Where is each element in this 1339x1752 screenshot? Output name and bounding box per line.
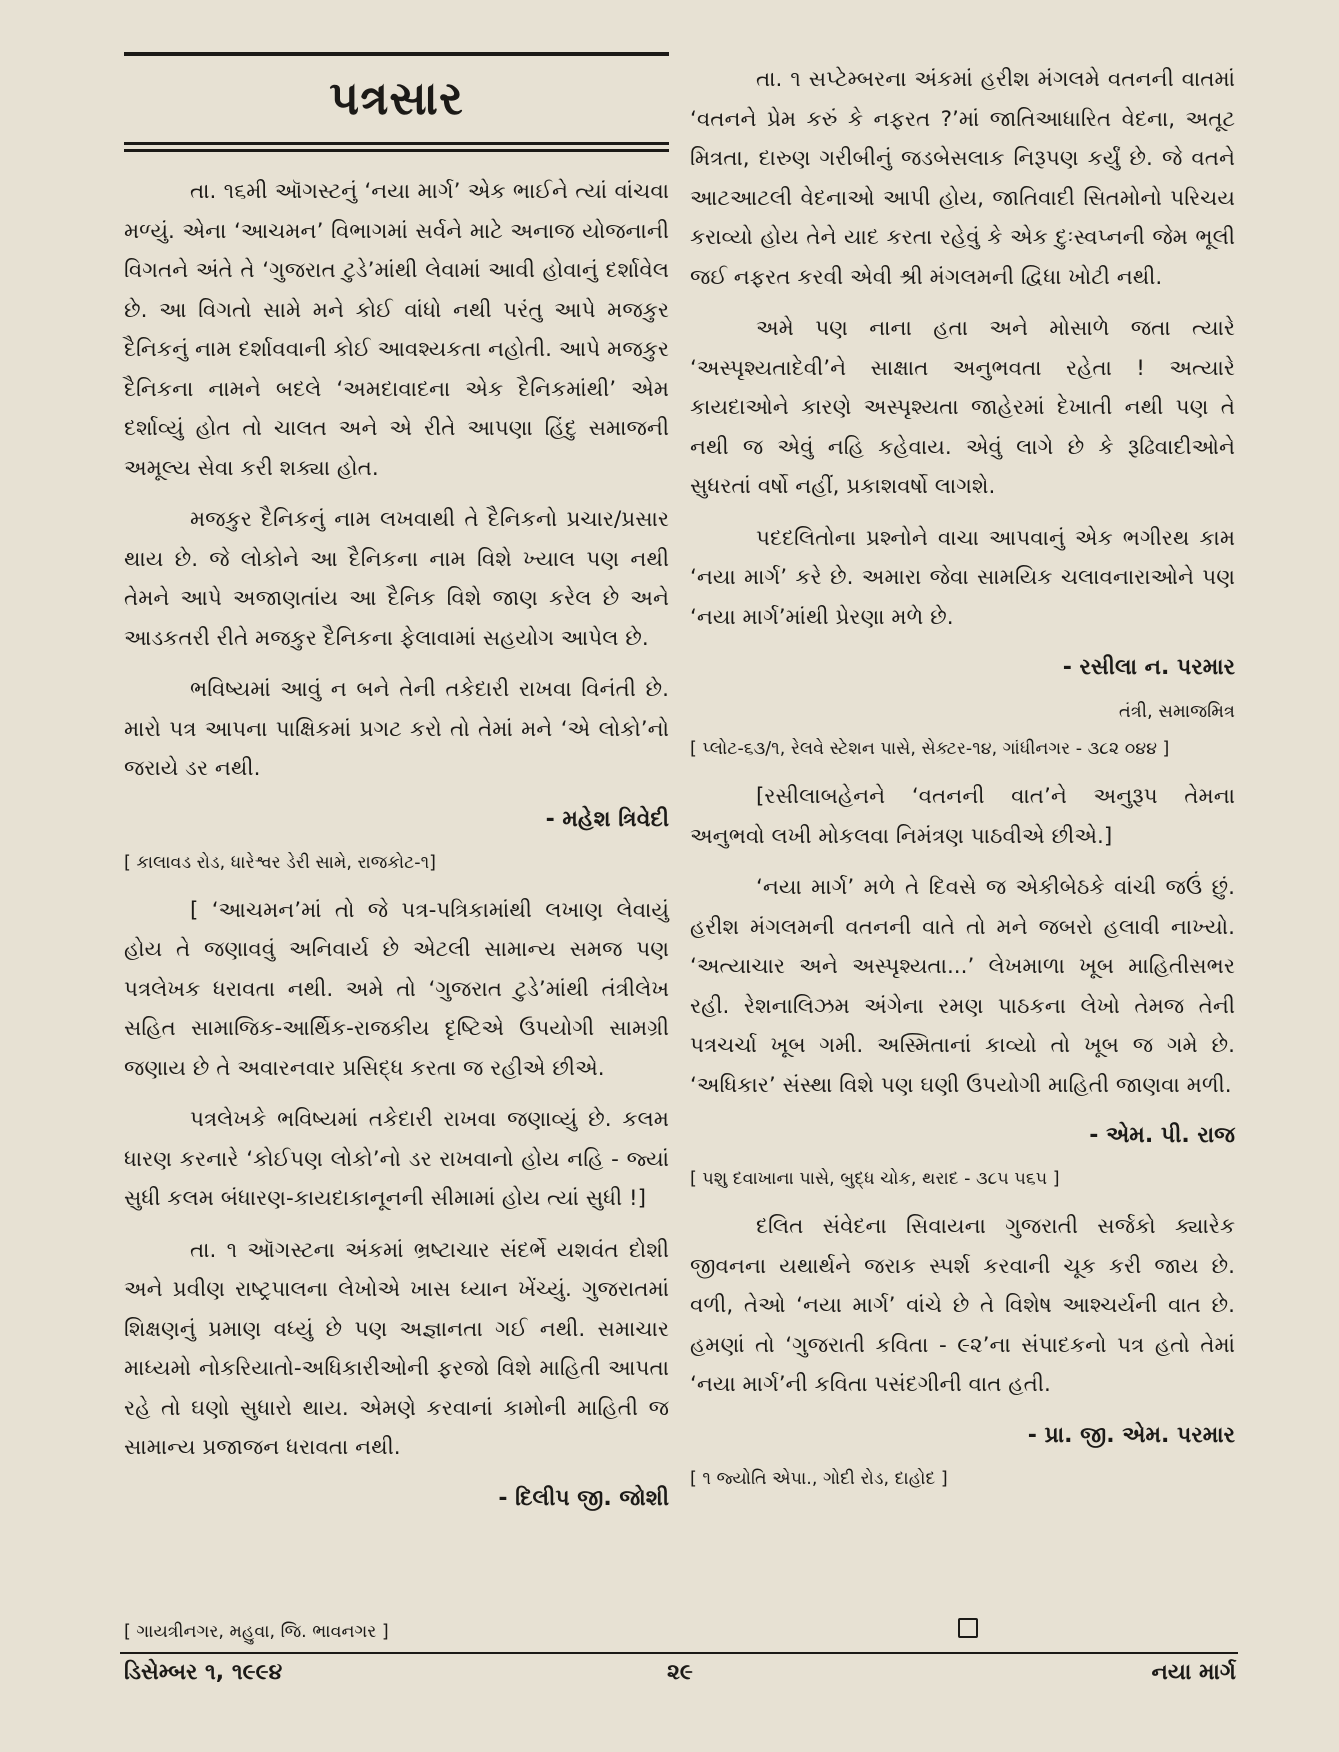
letter1-paragraph: મજકુર દૈનિકનું નામ લખવાથી તે દૈનિકનો પ્રચાર/પ્રસાર થાય છે. જે લોકોને આ દૈનિકના નામ વિશે ખ્યાલ પણ નથી તેમને આપે અજાણતાંય આ દૈનિક વિશે જાણ કરેલ છે અને આડકતરી રીતે મજકુર દૈનિકના ફેલાવામાં સહયોગ આપેલ છે. (124, 507, 669, 651)
letter1-paragraph: તા. ૧૬મી ઑગસ્ટનું ‘નયા માર્ગ’ એક ભાઈને ત્યાં વાંચવા મળ્યું. એના ‘આચમન’ વિભાગમાં સર્વને માટે અનાજ યોજનાની વિગતને અંતે તે ‘ગુજરાત ટુડે’માંથી લેવામાં આવી હોવાનું દર્શાવેલ છે. આ વિગતો સામે મને કોઈ વાંધો નથી પરંતુ આપે મજકુર દૈનિકનું નામ દર્શાવવાની કોઈ આવશ્યકતા નહોતી. આપે મજકુર દૈનિકના નામને બદલે ‘અમદાવાદના એક દૈનિકમાંથી’ એમ દર્શાવ્યું હોત તો ચાલત અને એ રીતે આપણા હિંદુ સમાજની અમૂલ્ય સેવા કરી શક્યા હોત. (124, 179, 669, 481)
footer-magazine-name: નયા માર્ગ (1151, 1660, 1236, 1685)
header-bottom-rule (124, 142, 669, 152)
letter5-signature: - પ્રા. જી. એમ. પરમાર (1027, 1422, 1235, 1448)
letter3-paragraph: તા. ૧ સપ્ટેમ્બરના અંકમાં હરીશ મંગલમે વતનની વાતમાં ‘વતનને પ્રેમ કરું કે નફરત ?’માં જાતિઆધારિત વેદના, અતૂટ મિત્રતા, દારુણ ગરીબીનું જડબેસલાક નિરૂપણ કર્યું છે. જે વતને આટઆટલી વેદનાઓ આપી હોય, જાતિવાદી સિતમોનો પરિચય કરાવ્યો હોય તેને યાદ કરતા રહેવું કે એક દુઃસ્વપ્નની જેમ ભૂલી જઈ નફરત કરવી એવી શ્રી મંગલમની દ્વિધા ખોટી નથી. (690, 67, 1235, 290)
letter3-address: [ પ્લોટ-૬૩/૧, રેલવે સ્ટેશન પાસે, સેક્ટર-૧૪, ગાંધીનગર - ૩૮૨ ૦૪૪ ] (690, 739, 1170, 759)
letter3-signature: - રસીલા ન. પરમાર (1062, 655, 1235, 680)
footer-date: ડિસેમ્બર ૧, ૧૯૯૪ (124, 1660, 283, 1685)
editor-note-paragraph: [ ‘આચમન’માં તો જે પત્ર-પત્રિકામાંથી લખાણ લેવાયું હોય તે જણાવવું અનિવાર્ય છે એટલી સામાન્ય સમજ પણ પત્રલેખક ધરાવતા નથી. અમે તો ‘ગુજરાત ટુડે’માંથી તંત્રીલેખ સહિત સામાજિક-આર્થિક-રાજકીય દૃષ્ટિએ ઉપયોગી સામગ્રી જણાય છે તે અવારનવાર પ્રસિદ્ધ કરતા જ રહીએ છીએ. (124, 897, 669, 1081)
letter4-address: [ પશુ દવાખાના પાસે, બુદ્ધ ચોક, થરાદ - ૩૮૫ ૫૬૫ ] (690, 1169, 1060, 1189)
editor-note-paragraph: પત્રલેખકે ભવિષ્યમાં તકેદારી રાખવા જણાવ્યું છે. કલમ ધારણ કરનારે ‘કોઈપણ લોકો’નો ડર રાખવાનો હોય નહિ - જ્યાં સુધી કલમ બંધારણ-કાયદાકાનૂનની સીમામાં હોય ત્યાં સુધી !] (124, 1107, 669, 1211)
letter5-address: [ ૧ જ્યોતિ એપા., ગોદી રોડ, દાહોદ ] (690, 1468, 948, 1489)
footer-rule (120, 1652, 1238, 1654)
letter1-paragraph: ભવિષ્યમાં આવું ન બને તેની તકેદારી રાખવા વિનંતી છે. મારો પત્ર આપના પાક્ષિકમાં પ્રગટ કરો તો તેમાં મને ‘એ લોકો’નો જરાયે ડર નથી. (124, 677, 669, 781)
right-column (690, 60, 1235, 1507)
title-box (124, 56, 669, 142)
letter1-address: [ કાલાવડ રોડ, ધારેશ્વર ડેરી સામે, રાજકોટ-૧] (124, 852, 436, 873)
letter4-paragraph: ‘નયા માર્ગ’ મળે તે દિવસે જ એકીબેઠકે વાંચી જઉં છું. હરીશ મંગલમની વતનની વાતે તો મને જબરો હલાવી નાખ્યો. ‘અત્યાચાર અને અસ્પૃશ્યતા...’ લેખમાળા ખૂબ માહિતીસભર રહી. રેશનાલિઝમ અંગેના રમણ પાઠકના લેખો તેમજ તેની પત્રચર્ચા ખૂબ ગમી. અસ્મિતાનાં કાવ્યો તો ખૂબ જ ગમે છે. ‘અધિકાર’ સંસ્થા વિશે પણ ઘણી ઉપયોગી માહિતી જાણવા મળી. (690, 875, 1235, 1098)
left-column (124, 52, 669, 1526)
letter3-paragraph: પદદલિતોના પ્રશ્નોને વાચા આપવાનું એક ભગીરથ કામ ‘નયા માર્ગ’ કરે છે. અમારા જેવા સામયિક ચલાવનારાઓને પણ ‘નયા માર્ગ’માંથી પ્રેરણા મળે છે. (690, 525, 1235, 630)
letter2-paragraph: તા. ૧ ઑગસ્ટના અંકમાં ભ્રષ્ટાચાર સંદર્ભે યશવંત દોશી અને પ્રવીણ રાષ્ટ્રપાલના લેખોએ ખાસ ધ્યાન ખેંચ્યું. ગુજરાતમાં શિક્ષણનું પ્રમાણ વધ્યું છે પણ અજ્ઞાનતા ગઈ નથી. સમાચાર માધ્યમો નોકરિયાતો-અધિકારીઓની ફરજો વિશે માહિતી આપતા રહે તો ઘણો સુધારો થાય. એમણે કરવાનાં કામોની માહિતી જ સામાન્ય પ્રજાજન ધરાવતા નથી. (124, 1237, 669, 1460)
letter3-paragraph: અમે પણ નાના હતા અને મોસાળે જતા ત્યારે ‘અસ્પૃશ્યતાદેવી’ને સાક્ષાત અનુભવતા રહેતા ! અત્યારે કાયદાઓને કારણે અસ્પૃશ્યતા જાહેરમાં દેખાતી નથી પણ તે નથી જ એવું નહિ કહેવાય. એવું લાગે છે કે રૂઢિવાદીઓને સુધરતાં વર્ષો નહીં, પ્રકાશવર્ષો લાગશે. (690, 316, 1235, 499)
letter5-paragraph: દલિત સંવેદના સિવાયના ગુજરાતી સર્જકો ક્યારેક જીવનના યથાર્થને જરાક સ્પર્શ કરવાની ચૂક કરી જાય છે. વળી, તેઓ ‘નયા માર્ગ’ વાંચે છે તે વિશેષ આશ્ચર્યની વાત છે. હમણાં તો ‘ગુજરાતી કવિતા - ૯૨’ના સંપાદકનો પત્ર હતો તેમાં ‘નયા માર્ગ’ની કવિતા પસંદગીની વાત હતી. (690, 1214, 1235, 1397)
letter1-signature: - મહેશ ત્રિવેદી (545, 806, 669, 832)
letter4-signature: - એમ. પી. રાજ (1089, 1123, 1235, 1148)
editor-note-paragraph: [રસીલાબહેનને ‘વતનની વાત’ને અનુરૂપ તેમના અનુભવો લખી મોકલવા નિમંત્રણ પાઠવીએ છીએ.] (690, 784, 1235, 849)
footer-page-number: ૨૯ (667, 1660, 693, 1685)
end-of-article-square-icon (958, 1618, 978, 1638)
letter2-address: [ ગાયત્રીનગર, મહુવા, જિ. ભાવનગર ] (124, 1622, 389, 1642)
page-title: પત્રસાર (329, 71, 464, 125)
letter3-designation: તંત્રી, સમાજમિત્ર (1118, 701, 1235, 722)
letter2-signature: - દિલીપ જી. જોશી (498, 1485, 669, 1511)
